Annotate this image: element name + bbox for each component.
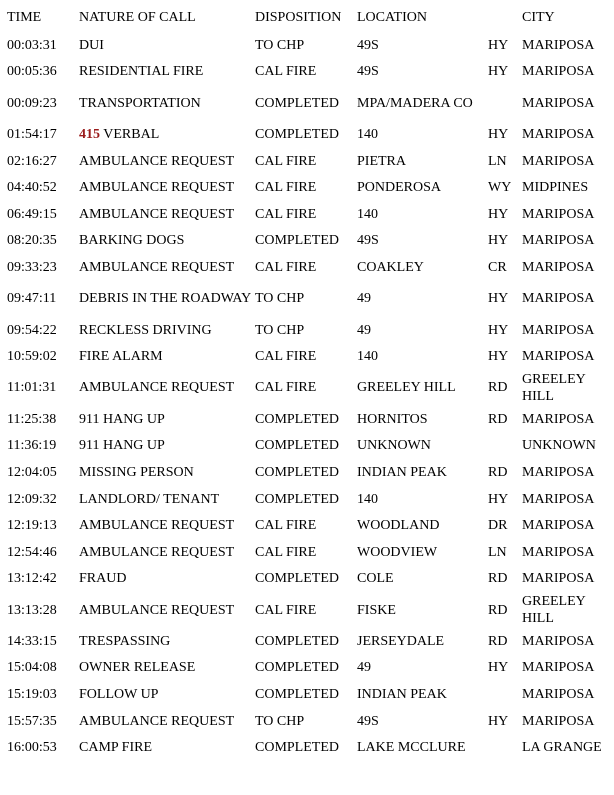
cell-nature-of-call: AMBULANCE REQUEST [79, 259, 235, 275]
cell-time: 09:54:22 [7, 322, 57, 338]
header-suffix [488, 0, 522, 32]
cell-nature-of-call: AMBULANCE REQUEST [79, 153, 235, 169]
table-row [0, 121, 614, 148]
cell-location: 49 [357, 660, 371, 676]
table-row [0, 59, 614, 86]
cell-time: 12:54:46 [7, 544, 57, 560]
cell-location: WOODLAND [357, 518, 440, 534]
table-row [0, 592, 614, 628]
cell-street-suffix: HY [488, 37, 509, 53]
cell-location: PONDEROSA [357, 180, 442, 196]
cell-disposition: CAL FIRE [255, 349, 317, 365]
cell-disposition: CAL FIRE [255, 544, 317, 560]
table-row [0, 201, 614, 228]
cell-street-suffix: HY [488, 206, 509, 222]
cell-nature-of-call: CAMP FIRE [79, 740, 153, 756]
cell-nature-of-call: AMBULANCE REQUEST [79, 518, 235, 534]
cell-street-suffix: LN [488, 153, 507, 169]
header-city: CITY [522, 9, 555, 25]
cell-street-suffix: WY [488, 180, 512, 196]
cell-disposition: CAL FIRE [255, 64, 317, 80]
cell-disposition: CAL FIRE [255, 380, 317, 396]
cell-nature-of-call: DEBRIS IN THE ROADWAY [79, 291, 252, 307]
cell-city: MIDPINES [522, 180, 589, 196]
cell-nature-of-call: LANDLORD/ TENANT [79, 491, 220, 507]
call-nature-text: VERBAL [100, 126, 160, 142]
cell-disposition: COMPLETED [255, 660, 339, 676]
table-row [0, 317, 614, 344]
cell-city: MARIPOSA [522, 491, 595, 507]
cell-nature-of-call: MISSING PERSON [79, 464, 194, 480]
cell-nature-of-call: RESIDENTIAL FIRE [79, 64, 204, 80]
header-time: TIME [7, 9, 42, 25]
cell-location: 140 [357, 206, 378, 222]
cell-nature-of-call: OWNER RELEASE [79, 660, 196, 676]
table-row [0, 406, 614, 433]
cell-time: 12:19:13 [7, 518, 57, 534]
cell-disposition: CAL FIRE [255, 259, 317, 275]
cell-time: 00:03:31 [7, 37, 57, 53]
cell-nature-of-call [79, 121, 255, 148]
cell-street-suffix: HY [488, 126, 509, 142]
cell-nature-of-call: FIRE ALARM [79, 349, 163, 365]
cell-time: 15:04:08 [7, 660, 57, 676]
cell-location: JERSEYDALE [357, 633, 445, 649]
cell-street-suffix: RD [488, 602, 508, 618]
table-row [0, 254, 614, 281]
cell-city: UNKNOWN [522, 438, 596, 454]
cell-city: MARIPOSA [522, 544, 595, 560]
cell-location: COAKLEY [357, 259, 424, 275]
cell-location: 49S [357, 37, 379, 53]
cell-time: 12:09:32 [7, 491, 57, 507]
header-disposition: DISPOSITION [255, 9, 342, 25]
table-row [0, 370, 614, 406]
table-row [0, 343, 614, 370]
cell-time: 09:33:23 [7, 259, 57, 275]
table-row [0, 734, 614, 761]
cell-disposition: CAL FIRE [255, 518, 317, 534]
cell-nature-of-call: FOLLOW UP [79, 687, 159, 703]
cell-time: 11:36:19 [7, 438, 57, 454]
cell-time: 11:01:31 [7, 380, 57, 396]
cell-city: MARIPOSA [522, 64, 595, 80]
cell-time: 06:49:15 [7, 206, 57, 222]
cell-city: MARIPOSA [522, 37, 595, 53]
cell-nature-of-call: FRAUD [79, 571, 127, 587]
cell-city: MARIPOSA [522, 571, 595, 587]
cell-street-suffix: HY [488, 491, 509, 507]
cell-street-suffix: RD [488, 571, 508, 587]
cell-location: LAKE MCCLURE [357, 740, 466, 756]
cell-nature-of-call: TRESPASSING [79, 633, 171, 649]
cell-street-suffix [488, 85, 522, 121]
table-row [0, 148, 614, 175]
cell-nature-of-call: AMBULANCE REQUEST [79, 380, 235, 396]
cell-city: GREELEY HILL [522, 594, 586, 627]
cell-city: MARIPOSA [522, 518, 595, 534]
cell-disposition: COMPLETED [255, 571, 339, 587]
cell-time: 15:57:35 [7, 713, 57, 729]
cell-location: INDIAN PEAK [357, 687, 447, 703]
header-nature-of-call: NATURE OF CALL [79, 9, 196, 25]
cell-location: 49S [357, 233, 379, 249]
cell-disposition: COMPLETED [255, 411, 339, 427]
cell-street-suffix: HY [488, 322, 509, 338]
cell-time: 04:40:52 [7, 180, 57, 196]
cell-nature-of-call: TRANSPORTATION [79, 95, 201, 111]
cell-time: 15:19:03 [7, 687, 57, 703]
cell-street-suffix [488, 681, 522, 708]
cell-disposition: TO CHP [255, 291, 305, 307]
table-row [0, 228, 614, 255]
cell-nature-of-call: AMBULANCE REQUEST [79, 602, 235, 618]
cell-disposition: TO CHP [255, 322, 305, 338]
cell-location: HORNITOS [357, 411, 428, 427]
cell-nature-of-call: 911 HANG UP [79, 438, 165, 454]
cell-nature-of-call: DUI [79, 37, 104, 53]
cell-city: MARIPOSA [522, 291, 595, 307]
cell-time: 08:20:35 [7, 233, 57, 249]
cell-disposition: CAL FIRE [255, 153, 317, 169]
cell-nature-of-call: AMBULANCE REQUEST [79, 206, 235, 222]
cell-location: 140 [357, 491, 378, 507]
cell-street-suffix: HY [488, 291, 509, 307]
cell-nature-of-call: BARKING DOGS [79, 233, 185, 249]
cell-street-suffix: HY [488, 713, 509, 729]
cell-street-suffix: CR [488, 259, 507, 275]
cell-time: 14:33:15 [7, 633, 57, 649]
cell-time: 16:00:53 [7, 740, 57, 756]
cell-city: MARIPOSA [522, 713, 595, 729]
cell-city: MARIPOSA [522, 153, 595, 169]
cell-city: MARIPOSA [522, 660, 595, 676]
cell-location: 140 [357, 349, 378, 365]
cell-street-suffix: HY [488, 349, 509, 365]
cell-nature-of-call: 911 HANG UP [79, 411, 165, 427]
table-row [0, 32, 614, 59]
cell-time: 00:05:36 [7, 64, 57, 80]
cell-disposition: TO CHP [255, 37, 305, 53]
cell-city: MARIPOSA [522, 259, 595, 275]
cell-nature-of-call: AMBULANCE REQUEST [79, 544, 235, 560]
cell-disposition: COMPLETED [255, 233, 339, 249]
table-row [0, 512, 614, 539]
cell-location: FISKE [357, 602, 396, 618]
cell-time: 10:59:02 [7, 349, 57, 365]
cell-city: MARIPOSA [522, 411, 595, 427]
table-row [0, 539, 614, 566]
cell-nature-of-call: AMBULANCE REQUEST [79, 180, 235, 196]
cell-location: 49 [357, 322, 371, 338]
cell-time: 02:16:27 [7, 153, 57, 169]
cell-city: MARIPOSA [522, 633, 595, 649]
cell-disposition: CAL FIRE [255, 180, 317, 196]
cell-location: COLE [357, 571, 394, 587]
cell-street-suffix: RD [488, 380, 508, 396]
table-row [0, 281, 614, 317]
table-row [0, 433, 614, 460]
cell-disposition: COMPLETED [255, 438, 339, 454]
cell-location: 49S [357, 64, 379, 80]
cell-disposition: COMPLETED [255, 464, 339, 480]
call-code-highlight: 415 [79, 126, 100, 142]
cell-nature-of-call: AMBULANCE REQUEST [79, 713, 235, 729]
header-row [0, 0, 614, 32]
cell-location: PIETRA [357, 153, 406, 169]
cell-location: GREELEY HILL [357, 380, 456, 396]
cell-location: INDIAN PEAK [357, 464, 447, 480]
table-row [0, 459, 614, 486]
cell-location: 49 [357, 291, 371, 307]
cell-disposition: COMPLETED [255, 95, 339, 111]
call-log-body [0, 32, 614, 761]
cell-time: 00:09:23 [7, 95, 57, 111]
cell-location: UNKNOWN [357, 438, 431, 454]
cell-disposition: COMPLETED [255, 633, 339, 649]
cell-disposition: TO CHP [255, 713, 305, 729]
header-location: LOCATION [357, 9, 427, 25]
cell-street-suffix: RD [488, 411, 508, 427]
cell-time: 01:54:17 [7, 126, 57, 142]
cell-city: MARIPOSA [522, 687, 595, 703]
table-row [0, 174, 614, 201]
cell-disposition: CAL FIRE [255, 206, 317, 222]
table-row [0, 628, 614, 655]
cell-street-suffix: HY [488, 660, 509, 676]
cell-street-suffix: DR [488, 518, 508, 534]
cell-time: 11:25:38 [7, 411, 57, 427]
cell-street-suffix [488, 734, 522, 761]
cell-location: 140 [357, 126, 378, 142]
table-row [0, 708, 614, 735]
cell-street-suffix [488, 433, 522, 460]
cell-street-suffix: HY [488, 64, 509, 80]
cell-time: 13:13:28 [7, 602, 57, 618]
cell-street-suffix: RD [488, 633, 508, 649]
table-row [0, 85, 614, 121]
cell-time: 12:04:05 [7, 464, 57, 480]
table-row [0, 566, 614, 593]
cell-time: 13:12:42 [7, 571, 57, 587]
table-row [0, 655, 614, 682]
cell-city: MARIPOSA [522, 95, 595, 111]
table-row [0, 681, 614, 708]
cell-location: 49S [357, 713, 379, 729]
cell-disposition: COMPLETED [255, 740, 339, 756]
cell-city: GREELEY HILL [522, 371, 586, 404]
cell-city: MARIPOSA [522, 233, 595, 249]
cell-street-suffix: RD [488, 464, 508, 480]
cell-nature-of-call: RECKLESS DRIVING [79, 322, 212, 338]
cell-location: MPA/MADERA CO [357, 95, 473, 111]
cell-location: WOODVIEW [357, 544, 438, 560]
cell-city: MARIPOSA [522, 322, 595, 338]
cell-disposition: COMPLETED [255, 491, 339, 507]
cell-disposition: CAL FIRE [255, 602, 317, 618]
cell-time: 09:47:11 [7, 291, 57, 307]
cell-city: MARIPOSA [522, 206, 595, 222]
cell-city: MARIPOSA [522, 126, 595, 142]
cell-city: MARIPOSA [522, 349, 595, 365]
cell-street-suffix: LN [488, 544, 507, 560]
cell-disposition: COMPLETED [255, 687, 339, 703]
cell-city: MARIPOSA [522, 464, 595, 480]
cell-street-suffix: HY [488, 233, 509, 249]
cell-disposition: COMPLETED [255, 126, 339, 142]
cell-city: LA GRANGE [522, 740, 602, 756]
table-row [0, 486, 614, 513]
